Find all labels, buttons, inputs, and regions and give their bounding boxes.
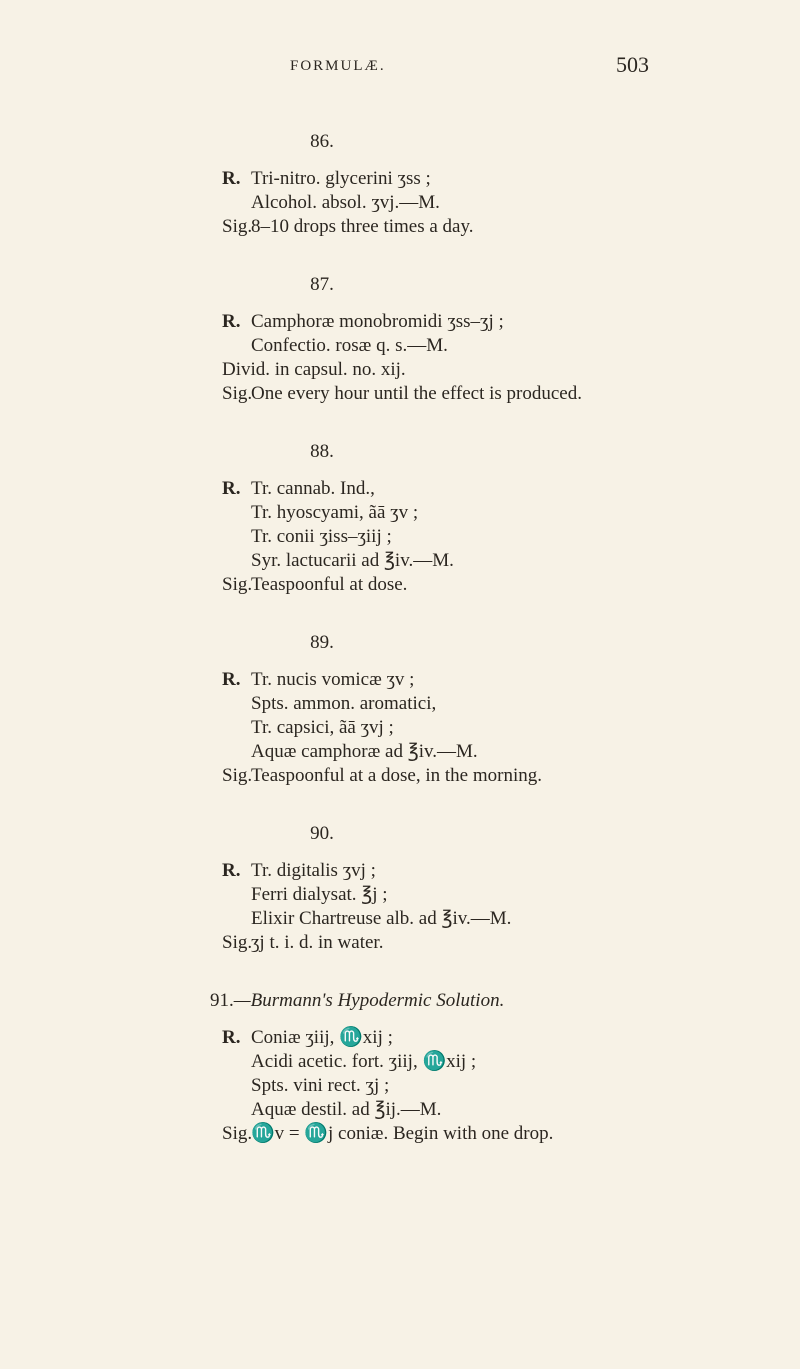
formula-86 bbox=[222, 130, 782, 239]
sig-label: Sig. bbox=[222, 765, 253, 786]
sig-text: Teaspoonful at dose. bbox=[251, 574, 408, 595]
sig-label: Sig. bbox=[222, 1123, 253, 1144]
ingredient-line: Tr. cannab. Ind., bbox=[251, 478, 375, 499]
sig-text: ʒj t. i. d. in water. bbox=[251, 932, 384, 953]
ingredient-line: Elixir Chartreuse alb. ad ℥iv.—M. bbox=[251, 908, 512, 929]
rx-symbol: R. bbox=[222, 1027, 241, 1048]
formula-87 bbox=[222, 273, 782, 406]
formula-90 bbox=[222, 822, 782, 955]
sig-text: Teaspoonful at a dose, in the morning. bbox=[251, 765, 542, 786]
ingredient-line: Tr. nucis vomicæ ʒv ; bbox=[251, 669, 415, 690]
formula-91 bbox=[210, 989, 782, 1146]
ingredient-line: Aquæ destil. ad ℥ij.—M. bbox=[251, 1099, 442, 1120]
formula-number: 86. bbox=[310, 131, 334, 152]
sig-label: Sig. bbox=[222, 383, 253, 404]
rx-symbol: R. bbox=[222, 311, 241, 332]
ingredient-line: Spts. ammon. aromatici, bbox=[251, 693, 437, 714]
ingredient-line: Alcohol. absol. ʒvj.—M. bbox=[251, 192, 440, 213]
sig-label: Sig. bbox=[222, 216, 253, 237]
formula-title-text: —Burmann's Hypodermic Solution. bbox=[233, 990, 505, 1011]
sig-text: 8–10 drops three times a day. bbox=[251, 216, 474, 237]
ingredient-line: Tr. conii ʒiss–ʒiij ; bbox=[251, 526, 392, 547]
sig-text: ♏v = ♏j coniæ. Begin with one drop. bbox=[251, 1123, 554, 1144]
rx-symbol: R. bbox=[222, 860, 241, 881]
ingredient-line: Coniæ ʒiij, ♏xij ; bbox=[251, 1027, 393, 1048]
formula-number: 87. bbox=[310, 274, 334, 295]
ingredient-line: Ferri dialysat. ℥j ; bbox=[251, 884, 388, 905]
ingredient-line: Tr. digitalis ʒvj ; bbox=[251, 860, 376, 881]
rx-symbol: R. bbox=[222, 168, 241, 189]
ingredient-line: Spts. vini rect. ʒj ; bbox=[251, 1075, 390, 1096]
ingredient-line: Tr. capsici, ãā ʒvj ; bbox=[251, 717, 394, 738]
ingredient-line: Aquæ camphoræ ad ℥iv.—M. bbox=[251, 741, 478, 762]
formula-number: 88. bbox=[310, 441, 334, 462]
page-content bbox=[210, 130, 782, 1146]
sig-text: One every hour until the effect is produced. bbox=[251, 383, 582, 404]
formula-88 bbox=[222, 440, 782, 597]
formula-89 bbox=[222, 631, 782, 788]
ingredient-line: Confectio. rosæ q. s.—M. bbox=[251, 335, 448, 356]
formula-number: 89. bbox=[310, 632, 334, 653]
formula-number: 90. bbox=[310, 823, 334, 844]
rx-symbol: R. bbox=[222, 478, 241, 499]
ingredient-line: Tr. hyoscyami, ãā ʒv ; bbox=[251, 502, 419, 523]
running-head: FORMULÆ. bbox=[290, 58, 386, 74]
ingredient-line: Syr. lactucarii ad ℥iv.—M. bbox=[251, 550, 454, 571]
ingredient-line: Acidi acetic. fort. ʒiij, ♏xij ; bbox=[251, 1051, 477, 1072]
formula-title bbox=[210, 989, 782, 1013]
ingredient-line: Tri-nitro. glycerini ʒss ; bbox=[251, 168, 431, 189]
sig-label: Sig. bbox=[222, 932, 253, 953]
ingredient-line: Camphoræ monobromidi ʒss–ʒj ; bbox=[251, 311, 504, 332]
page-number: 503 bbox=[616, 52, 649, 77]
divid-line: Divid. in capsul. no. xij. bbox=[222, 359, 406, 380]
rx-symbol: R. bbox=[222, 669, 241, 690]
formula-number: 91. bbox=[210, 990, 234, 1011]
sig-label: Sig. bbox=[222, 574, 253, 595]
